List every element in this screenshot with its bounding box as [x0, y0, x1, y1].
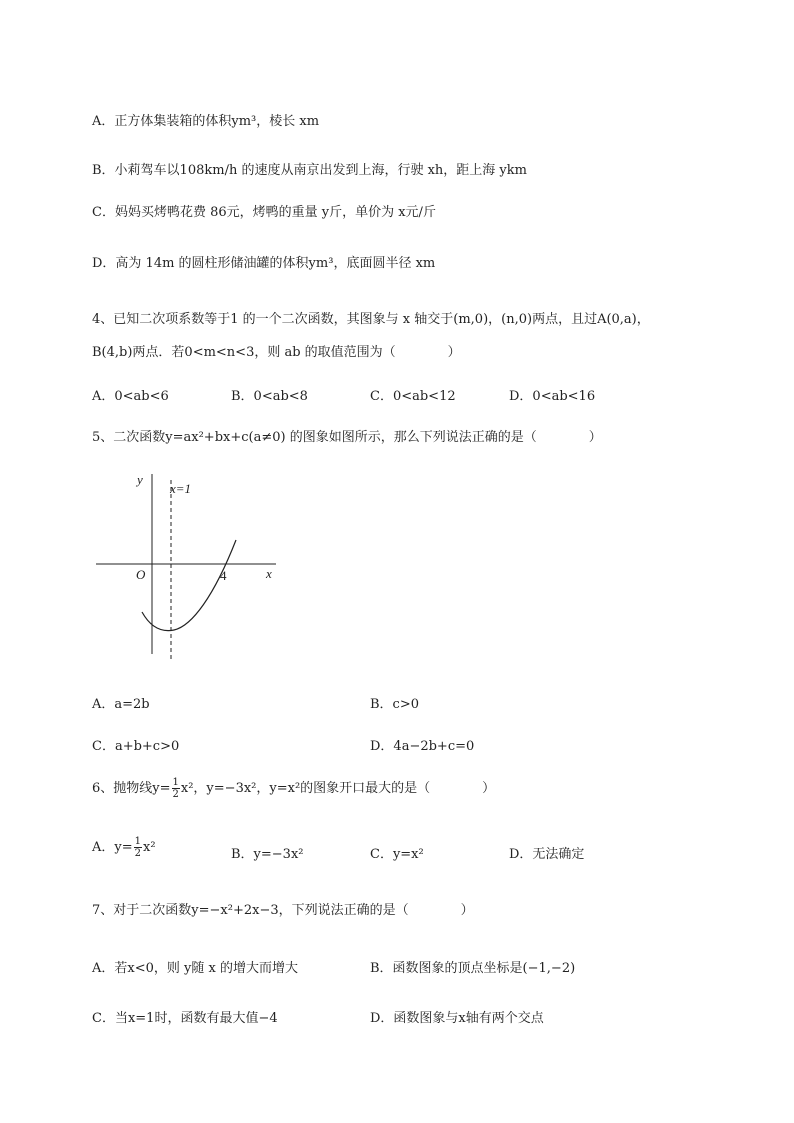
q4-stem-line2: B(4,b)两点．若0<m<n<3，则 ab 的取值范围为（ ） — [92, 345, 461, 360]
q5-option-b: B．c>0 — [370, 697, 419, 712]
q6-stem-prefix: 6、抛物线y= — [92, 781, 171, 796]
x-axis-label: x — [266, 566, 272, 581]
q3-option-b: B．小莉驾车以108km/h 的速度从南京出发到上海，行驶 xh，距上海 ykm — [92, 163, 527, 178]
q6-option-a-suffix: x² — [143, 840, 156, 855]
q4-option-d: D．0<ab<16 — [509, 389, 596, 404]
q6-stem — [92, 777, 495, 800]
q3-option-a: A．正方体集装箱的体积ym³，棱长 xm — [92, 114, 320, 129]
q6-fraction-numerator: 1 — [172, 777, 179, 788]
q3-option-c: C．妈妈买烤鸭花费 86元，烤鸭的重量 y斤，单价为 x元/斤 — [92, 205, 436, 220]
q4-option-c: C．0<ab<12 — [370, 389, 456, 404]
q5-option-c: C．a+b+c>0 — [92, 739, 180, 754]
q7-option-d: D．函数图象与x轴有两个交点 — [370, 1011, 544, 1026]
q7-stem: 7、对于二次函数y=−x²+2x−3，下列说法正确的是（ ） — [92, 903, 474, 918]
q5-option-d: D．4a−2b+c=0 — [370, 739, 475, 754]
q7-option-a: A．若x<0，则 y随 x 的增大而增大 — [92, 961, 298, 976]
q6-option-c: C．y=x² — [370, 847, 424, 862]
q6-fraction-denominator: 2 — [172, 789, 179, 800]
q4-option-a: A．0<ab<6 — [92, 389, 169, 404]
y-axis-label: y — [137, 472, 143, 487]
q6-option-d: D．无法确定 — [509, 847, 585, 862]
q6-option-a-prefix: A．y= — [92, 840, 133, 855]
q5-parabola-graph — [94, 466, 294, 666]
root-label: 4 — [220, 568, 227, 583]
q6-option-a-denominator: 2 — [134, 848, 142, 859]
q6-option-a — [92, 836, 156, 859]
q5-stem: 5、二次函数y=ax²+bx+c(a≠0) 的图象如图所示，那么下列说法正确的是（ ） — [92, 430, 602, 445]
q6-option-a-numerator: 1 — [134, 836, 142, 847]
origin-label: O — [136, 567, 146, 582]
q6-fraction — [172, 777, 180, 800]
q7-option-c: C．当x=1时，函数有最大值−4 — [92, 1011, 278, 1026]
q6-stem-suffix: x²，y=−3x²，y=x²的图象开口最大的是（ ） — [180, 781, 496, 796]
q4-stem-line1: 4、已知二次项系数等于1 的一个二次函数，其图象与 x 轴交于(m,0)，(n,0)两点，且过A(0,a)， — [92, 312, 650, 327]
q5-option-a: A．a=2b — [92, 697, 150, 712]
q6-option-b: B．y=−3x² — [231, 847, 304, 862]
q6-option-a-fraction — [134, 836, 142, 859]
q4-option-b: B．0<ab<8 — [231, 389, 308, 404]
symmetry-line-label: x=1 — [170, 481, 192, 496]
q7-option-b: B．函数图象的顶点坐标是(−1,−2) — [370, 961, 576, 976]
q3-option-d: D．高为 14m 的圆柱形储油罐的体积ym³，底面圆半径 xm — [92, 256, 436, 271]
parabola-curve — [142, 540, 236, 631]
